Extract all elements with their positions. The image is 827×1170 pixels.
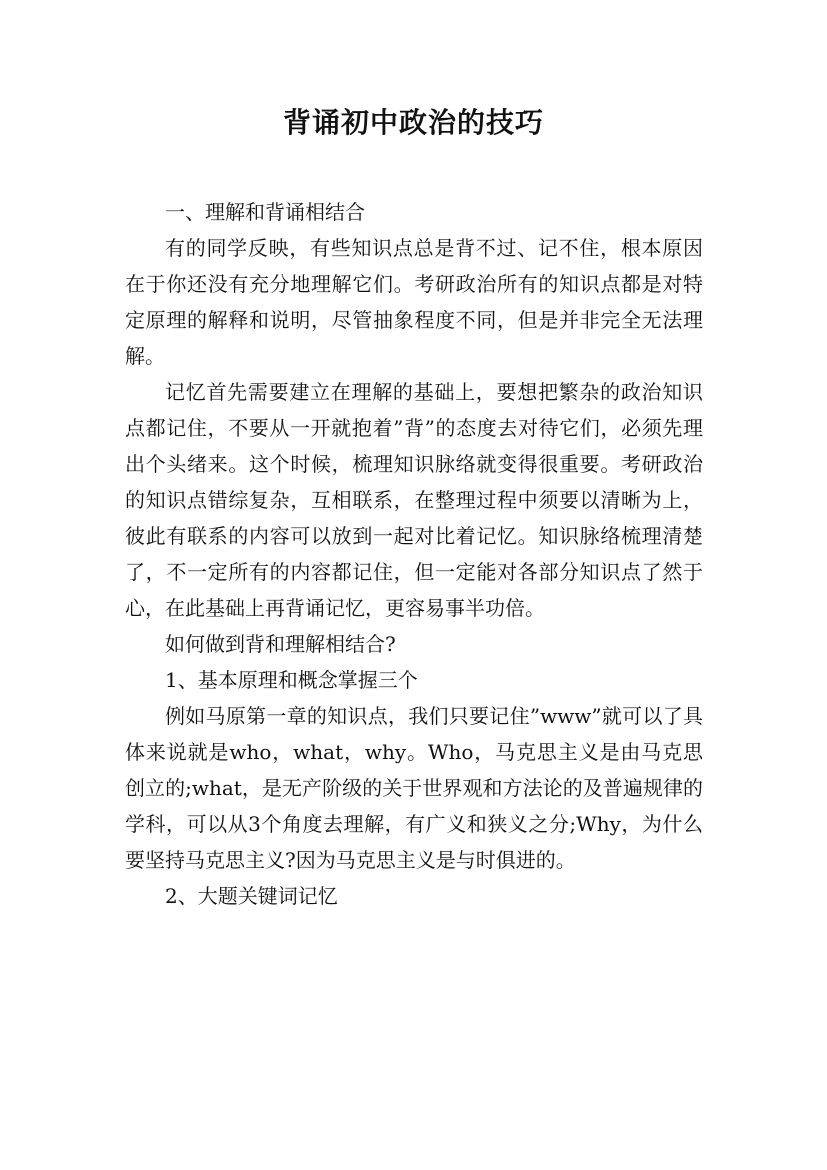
paragraph: 例如马原第一章的知识点，我们只要记住”www”就可以了具体来说就是who，what，why。Who，马克思主义是由马克思创立的;what，是无产阶级的关于世界观和方法论的及普遍规律的学科，可以从3个角度去理解，有广义和狭义之分;Why，为什么要坚持马克思主义?因为马克思主义是与时俱进的。 (125, 704, 703, 872)
subheading-2: 2、大题关键词记忆 (165, 884, 338, 908)
document-body (125, 194, 703, 914)
subheading-1: 1、基本原理和概念掌握三个 (165, 668, 418, 692)
section-heading-1: 一、理解和背诵相结合 (165, 200, 365, 224)
document-title: 背诵初中政治的技巧 (282, 106, 544, 139)
paragraph: 记忆首先需要建立在理解的基础上，要想把繁杂的政治知识点都记住，不要从一开就抱着”背”的态度去对待它们，必须先理出个头绪来。这个时候，梳理知识脉络就变得很重要。考研政治的知识点错综复杂，互相联系，在整理过程中须要以清晰为上，彼此有联系的内容可以放到一起对比着记忆。知识脉络梳理清楚了，不一定所有的内容都记住，但一定能对各部分知识点了然于心，在此基础上再背诵记忆，更容易事半功倍。 (125, 380, 703, 620)
question-line: 如何做到背和理解相结合? (165, 632, 396, 656)
paragraph: 有的同学反映，有些知识点总是背不过、记不住，根本原因在于你还没有充分地理解它们。考研政治所有的知识点都是对特定原理的解释和说明，尽管抽象程度不同，但是并非完全无法理解。 (125, 236, 703, 368)
